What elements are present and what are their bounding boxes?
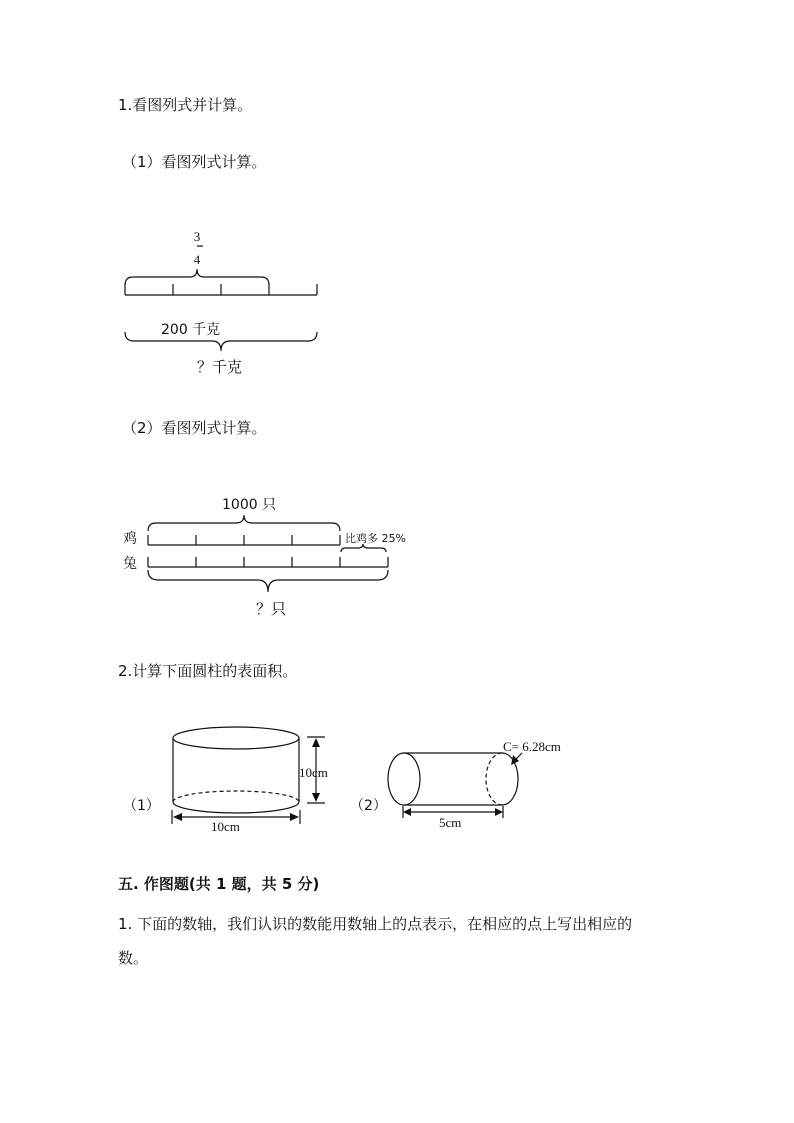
label-chicken: 鸡 [123,531,137,547]
label-more-25: 比鸡多 25% [345,532,406,545]
section5-heading: 五. 作图题(共 1 题，共 5 分) [118,875,320,893]
q2-title: 2.计算下面圆柱的表面积。 [118,662,298,680]
q1-part2-label: （2）看图列式计算。 [122,419,267,437]
q1-title: 1.看图列式并计算。 [118,96,253,114]
q1-part1-label: （1）看图列式计算。 [122,153,267,171]
label-unknown-count: ？只 [256,600,287,618]
fig2-circumference: C= 6.28cm [503,739,561,754]
label-unknown-kg: ？千克 [197,358,243,376]
fig1-diameter: 10cm [211,819,240,834]
cylinder-2 [388,753,522,818]
section5-q1-line2: 数。 [118,949,149,967]
label-rabbit: 兔 [123,556,137,572]
cylinder1-bottom-back [173,791,299,802]
fraction-numerator: 3 [193,229,201,244]
cylinder1-top [173,727,299,749]
section5-q1-line1: 1. 下面的数轴，我们认识的数能用数轴上的点表示，在相应的点上写出相应的 [118,915,633,933]
label-1000: 1000 只 [222,497,277,513]
fig2-label: （2） [350,798,387,814]
fig1-height: 10cm [299,765,328,780]
fig1-label: （1） [123,798,160,814]
fig2-length: 5cm [439,815,462,830]
cylinder1-bottom-front [173,802,299,813]
cylinder2-left [388,753,420,805]
fraction-denominator: 4 [193,252,201,267]
cylinder2-right-back [486,753,502,805]
label-200kg: 200 千克 [161,322,221,338]
